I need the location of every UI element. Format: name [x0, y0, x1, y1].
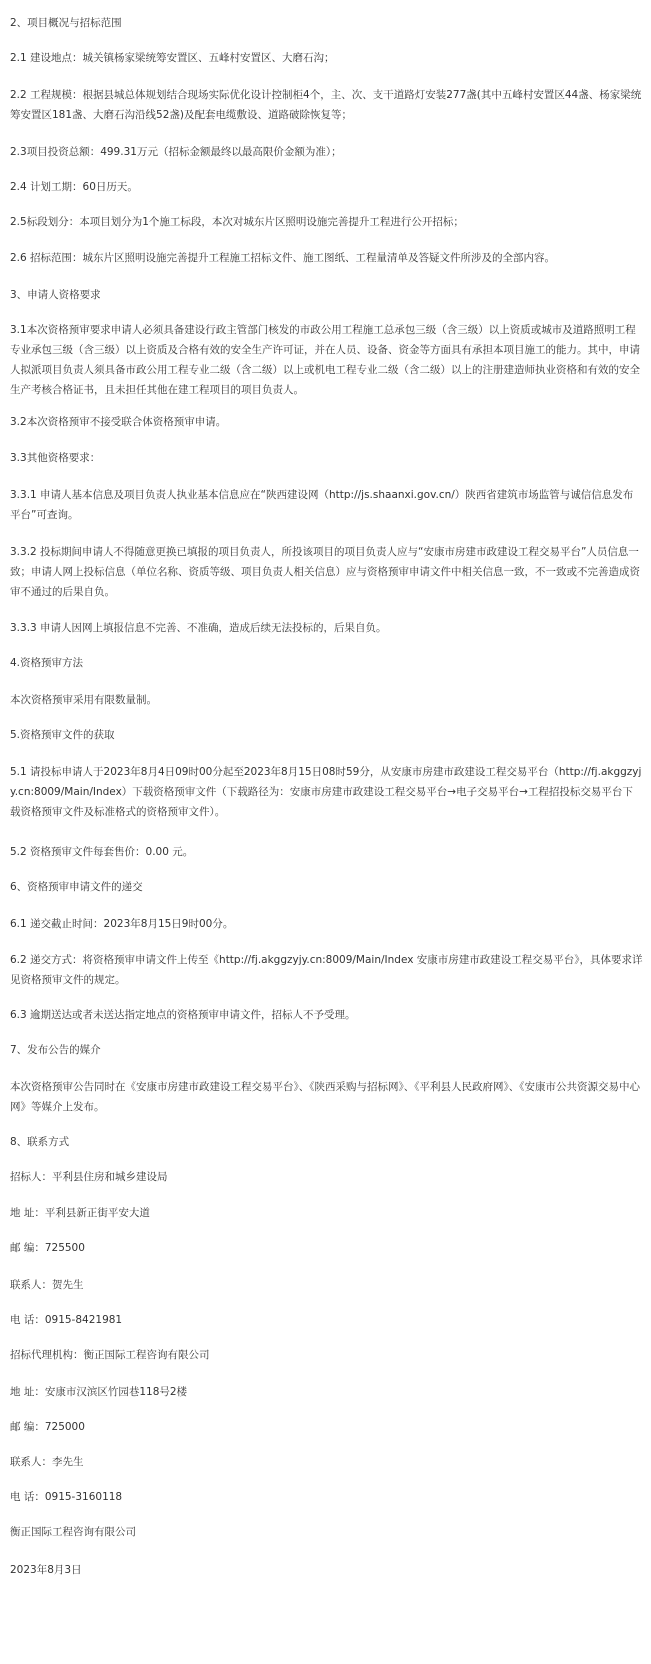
contact-line: 招标代理机构：衡正国际工程咨询有限公司	[10, 1349, 210, 1361]
section-heading: 3、申请人资格要求	[10, 289, 101, 301]
paragraph: 5.1 请投标申请人于2023年8月4日09时00分起至2023年8月15日08时59分，从安康市房建市政建设工程交易平台（http://fj.akggzyjy.cn:8009/Main/Index）下载资格预审文件（下载路径为：安康市房建市政建设工程交易平台→电子交易平台→工程招投标交易平台下载资格预审文件及标准格式的资格预审文件）。	[10, 766, 642, 818]
contact-line: 电 话：0915-3160118	[10, 1491, 123, 1503]
paragraph: 3.3其他资格要求：	[10, 452, 101, 464]
contact-line: 电 话：0915-8421981	[10, 1314, 123, 1326]
contact-line: 地 址：平利县新正街平安大道	[10, 1207, 150, 1219]
signature-date: 2023年8月3日	[10, 1564, 82, 1576]
paragraph: 6.2 递交方式：将资格预审申请文件上传至《http://fj.akggzyjy.cn:8009/Main/Index 安康市房建市政建设工程交易平台》，具体要求详见资格预审文件的规定。	[10, 954, 643, 986]
paragraph: 2.6 招标范围：城东片区照明设施完善提升工程施工招标文件、施工图纸、工程量清单及答疑文件所涉及的全部内容。	[10, 252, 556, 264]
paragraph: 本次资格预审采用有限数量制。	[10, 694, 157, 706]
paragraph: 5.2 资格预审文件每套售价：0.00 元。	[10, 846, 194, 858]
section-heading: 4.资格预审方法	[10, 657, 84, 669]
contact-line: 邮 编：725000	[10, 1421, 85, 1433]
section-heading: 7、发布公告的媒介	[10, 1044, 101, 1056]
signature-organization: 衡正国际工程咨询有限公司	[10, 1526, 136, 1538]
section-heading: 6、资格预审申请文件的递交	[10, 881, 143, 893]
paragraph: 3.1本次资格预审要求申请人必须具备建设行政主管部门核发的市政公用工程施工总承包三级（含三级）以上资质或城市及道路照明工程专业承包三级（含三级）以上资质及合格有效的安全生产许可证，并在人员、设备、资金等方面具有承担本项目施工的能力。其中，申请人拟派项目负责人须具备市政公用工程专业二级（含二级）以上或机电工程专业二级（含二级）以上的注册建造师执业资格和有效的安全生产考核合格证书，且未担任其他在建工程项目的项目负责人。	[10, 324, 640, 396]
paragraph: 3.2本次资格预审不接受联合体资格预审申请。	[10, 416, 227, 428]
contact-line: 地 址：安康市汉滨区竹园巷118号2楼	[10, 1386, 188, 1398]
contact-line: 联系人：李先生	[10, 1456, 84, 1468]
paragraph: 本次资格预审公告同时在《安康市房建市政建设工程交易平台》、《陕西采购与招标网》、《平利县人民政府网》、《安康市公共资源交易中心网》等媒介上发布。	[10, 1081, 640, 1113]
paragraph: 2.4 计划工期：60日历天。	[10, 181, 138, 193]
contact-line: 招标人：平利县住房和城乡建设局	[10, 1171, 168, 1183]
paragraph: 6.1 递交截止时间：2023年8月15日9时00分。	[10, 918, 234, 930]
paragraph: 3.3.1 申请人基本信息及项目负责人执业基本信息应在“陕西建设网（http://js.shaanxi.gov.cn/）陕西省建筑市场监管与诚信信息发布平台”可查询。	[10, 489, 634, 521]
contact-line: 邮 编：725500	[10, 1242, 85, 1254]
paragraph: 2.3项目投资总额：499.31万元（招标金额最终以最高限价金额为准）；	[10, 146, 342, 158]
paragraph: 6.3 逾期送达或者未送达指定地点的资格预审申请文件，招标人不予受理。	[10, 1009, 356, 1021]
section-heading: 5.资格预审文件的获取	[10, 729, 115, 741]
paragraph: 2.1 建设地点：城关镇杨家梁统筹安置区、五峰村安置区、大磨石沟；	[10, 52, 335, 64]
section-heading: 8、联系方式	[10, 1136, 70, 1148]
paragraph: 3.3.2 投标期间申请人不得随意更换已填报的项目负责人，所投该项目的项目负责人应与“安康市房建市政建设工程交易平台”人员信息一致；申请人网上投标信息（单位名称、资质等级、项目负责人相关信息）应与资格预审申请文件中相关信息一致，不一致或不完善造成资审不通过的后果自负。	[10, 546, 640, 598]
paragraph: 2.5标段划分：本项目划分为1个施工标段，本次对城东片区照明设施完善提升工程进行公开招标；	[10, 216, 464, 228]
contact-line: 联系人：贺先生	[10, 1279, 84, 1291]
paragraph: 2.2 工程规模：根据县城总体规划结合现场实际优化设计控制柜4个，主、次、支干道路灯安装277盏(其中五峰村安置区44盏、杨家梁统筹安置区181盏、大磨石沟沿线52盏)及配套电缆敷设、道路破除恢复等；	[10, 89, 642, 121]
section-heading: 2、项目概况与招标范围	[10, 17, 122, 29]
paragraph: 3.3.3 申请人因网上填报信息不完善、不准确，造成后续无法投标的，后果自负。	[10, 622, 387, 634]
